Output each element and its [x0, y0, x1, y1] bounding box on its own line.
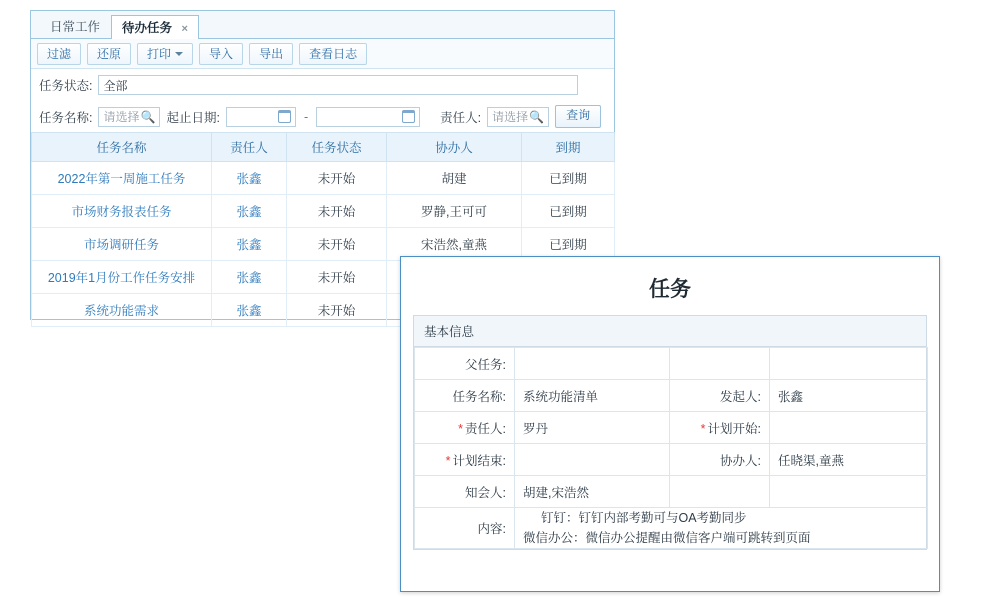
detail-row-content [415, 508, 928, 549]
search-icon[interactable]: 🔍 [140, 109, 156, 124]
toolbar [31, 39, 614, 69]
restore-button[interactable] [87, 43, 131, 65]
cell-task-name[interactable]: 市场调研任务 [32, 228, 212, 261]
basic-info-header: 基本信息 [414, 316, 926, 347]
initiator-label: 发起人: [670, 380, 770, 412]
table-row[interactable] [32, 162, 615, 195]
cell-status: 未开始 [287, 228, 387, 261]
col-owner[interactable]: 责任人 [212, 133, 287, 162]
calendar-icon[interactable] [278, 110, 291, 123]
task-status-label: 任务状态: [39, 79, 93, 93]
col-task-name[interactable]: 任务名称 [32, 133, 212, 162]
plan-start-value[interactable] [770, 412, 928, 444]
cell-due: 已到期 [522, 195, 615, 228]
plan-end-label-text: 计划结束: [452, 453, 506, 468]
task-detail-window [400, 256, 940, 592]
cell-status: 未开始 [287, 162, 387, 195]
view-log-button[interactable] [299, 43, 367, 65]
initiator-value[interactable]: 张鑫 [770, 380, 928, 412]
import-button-label: 导入 [209, 46, 234, 61]
notify-label: 知会人: [415, 476, 515, 508]
notify-spacer-label [670, 476, 770, 508]
search-icon[interactable]: 🔍 [529, 109, 545, 124]
owner-placeholder: 请选择 [492, 110, 529, 124]
print-button-label: 打印 [147, 46, 172, 61]
notify-value[interactable]: 胡建,宋浩然 [515, 476, 670, 508]
cell-status: 未开始 [287, 294, 387, 327]
cell-assistants: 罗静,王可可 [387, 195, 522, 228]
detail-row-plan-end [415, 444, 928, 476]
cell-owner[interactable]: 张鑫 [212, 294, 287, 327]
cell-owner[interactable]: 张鑫 [212, 195, 287, 228]
col-assistants[interactable]: 协办人 [387, 133, 522, 162]
tab-daily-work-label: 日常工作 [50, 20, 101, 34]
col-status[interactable]: 任务状态 [287, 133, 387, 162]
task-name-label: 任务名称: [39, 110, 93, 125]
content-value[interactable] [515, 508, 928, 549]
plan-end-label [415, 444, 515, 476]
date-from-input[interactable] [226, 107, 296, 127]
cell-task-name[interactable]: 2019年1月份工作任务安排 [32, 261, 212, 294]
filter-row-status [31, 69, 614, 99]
owner-input[interactable] [487, 107, 549, 127]
detail-row-parent-task [415, 348, 928, 380]
table-row[interactable] [32, 195, 615, 228]
owner-label-text: 责任人: [465, 421, 506, 436]
tab-bar [31, 11, 614, 39]
plan-end-value[interactable] [515, 444, 670, 476]
tab-pending-tasks-label: 待办任务 [122, 21, 173, 35]
task-name-label: 任务名称: [415, 380, 515, 412]
tab-pending-tasks[interactable] [111, 15, 199, 39]
cell-status: 未开始 [287, 195, 387, 228]
task-name-placeholder: 请选择 [103, 110, 140, 124]
plan-start-label-text: 计划开始: [707, 421, 761, 436]
page-title: 任务 [649, 278, 691, 301]
cell-task-name[interactable]: 2022年第一周施工任务 [32, 162, 212, 195]
query-button[interactable] [555, 105, 601, 128]
content-label: 内容: [415, 508, 515, 549]
required-marker: * [700, 421, 706, 436]
owner-value[interactable]: 罗丹 [515, 412, 670, 444]
import-button[interactable] [199, 43, 243, 65]
export-button[interactable] [249, 43, 293, 65]
parent-task-spacer-value [770, 348, 928, 380]
assistant-value[interactable]: 任晓渠,童燕 [770, 444, 928, 476]
filter-row-criteria [31, 99, 614, 132]
plan-start-label [670, 412, 770, 444]
cell-owner[interactable]: 张鑫 [212, 261, 287, 294]
cell-task-name[interactable]: 市场财务报表任务 [32, 195, 212, 228]
task-status-input[interactable] [98, 75, 578, 95]
notify-spacer-value [770, 476, 928, 508]
content-line-1: 钉钉：钉钉内部考勤可与OA考勤同步 [541, 511, 747, 525]
cell-task-name[interactable]: 系统功能需求 [32, 294, 212, 327]
detail-table [414, 347, 928, 549]
detail-row-task-name [415, 380, 928, 412]
view-log-button-label: 查看日志 [309, 46, 358, 61]
task-name-input[interactable] [98, 107, 160, 127]
cell-assistants: 胡建 [387, 162, 522, 195]
cell-status: 未开始 [287, 261, 387, 294]
required-marker: * [458, 421, 464, 436]
date-separator: - [303, 109, 309, 124]
assistant-label: 协办人: [670, 444, 770, 476]
task-name-value[interactable]: 系统功能清单 [515, 380, 670, 412]
required-marker: * [445, 453, 451, 468]
owner-label: 责任人: [440, 110, 482, 125]
detail-row-owner [415, 412, 928, 444]
parent-task-value[interactable] [515, 348, 670, 380]
print-button[interactable] [137, 43, 193, 65]
restore-button-label: 还原 [97, 46, 122, 61]
parent-task-spacer-label [670, 348, 770, 380]
cell-owner[interactable]: 张鑫 [212, 228, 287, 261]
basic-info-panel [413, 315, 927, 550]
cell-due: 已到期 [522, 228, 615, 261]
date-range-label: 起止日期: [166, 110, 220, 125]
task-status-value: 全部 [103, 78, 128, 93]
col-due[interactable]: 到期 [522, 133, 615, 162]
date-to-input[interactable] [316, 107, 420, 127]
export-button-label: 导出 [259, 46, 284, 61]
owner-label [415, 412, 515, 444]
filter-button[interactable] [37, 43, 81, 65]
close-icon[interactable]: × [181, 23, 188, 35]
chevron-down-icon [175, 52, 183, 56]
cell-due: 已到期 [522, 162, 615, 195]
cell-assistants: 宋浩然,童燕 [387, 228, 522, 261]
query-button-label: 查询 [566, 108, 591, 122]
tab-daily-work[interactable] [39, 14, 111, 38]
detail-row-notify [415, 476, 928, 508]
table-header-row [32, 133, 615, 162]
parent-task-label: 父任务: [415, 348, 515, 380]
filter-button-label: 过滤 [47, 46, 72, 61]
content-line-2: 微信办公：微信办公提醒由微信客户端可跳转到页面 [523, 531, 811, 545]
cell-owner[interactable]: 张鑫 [212, 162, 287, 195]
calendar-icon[interactable] [402, 110, 415, 123]
